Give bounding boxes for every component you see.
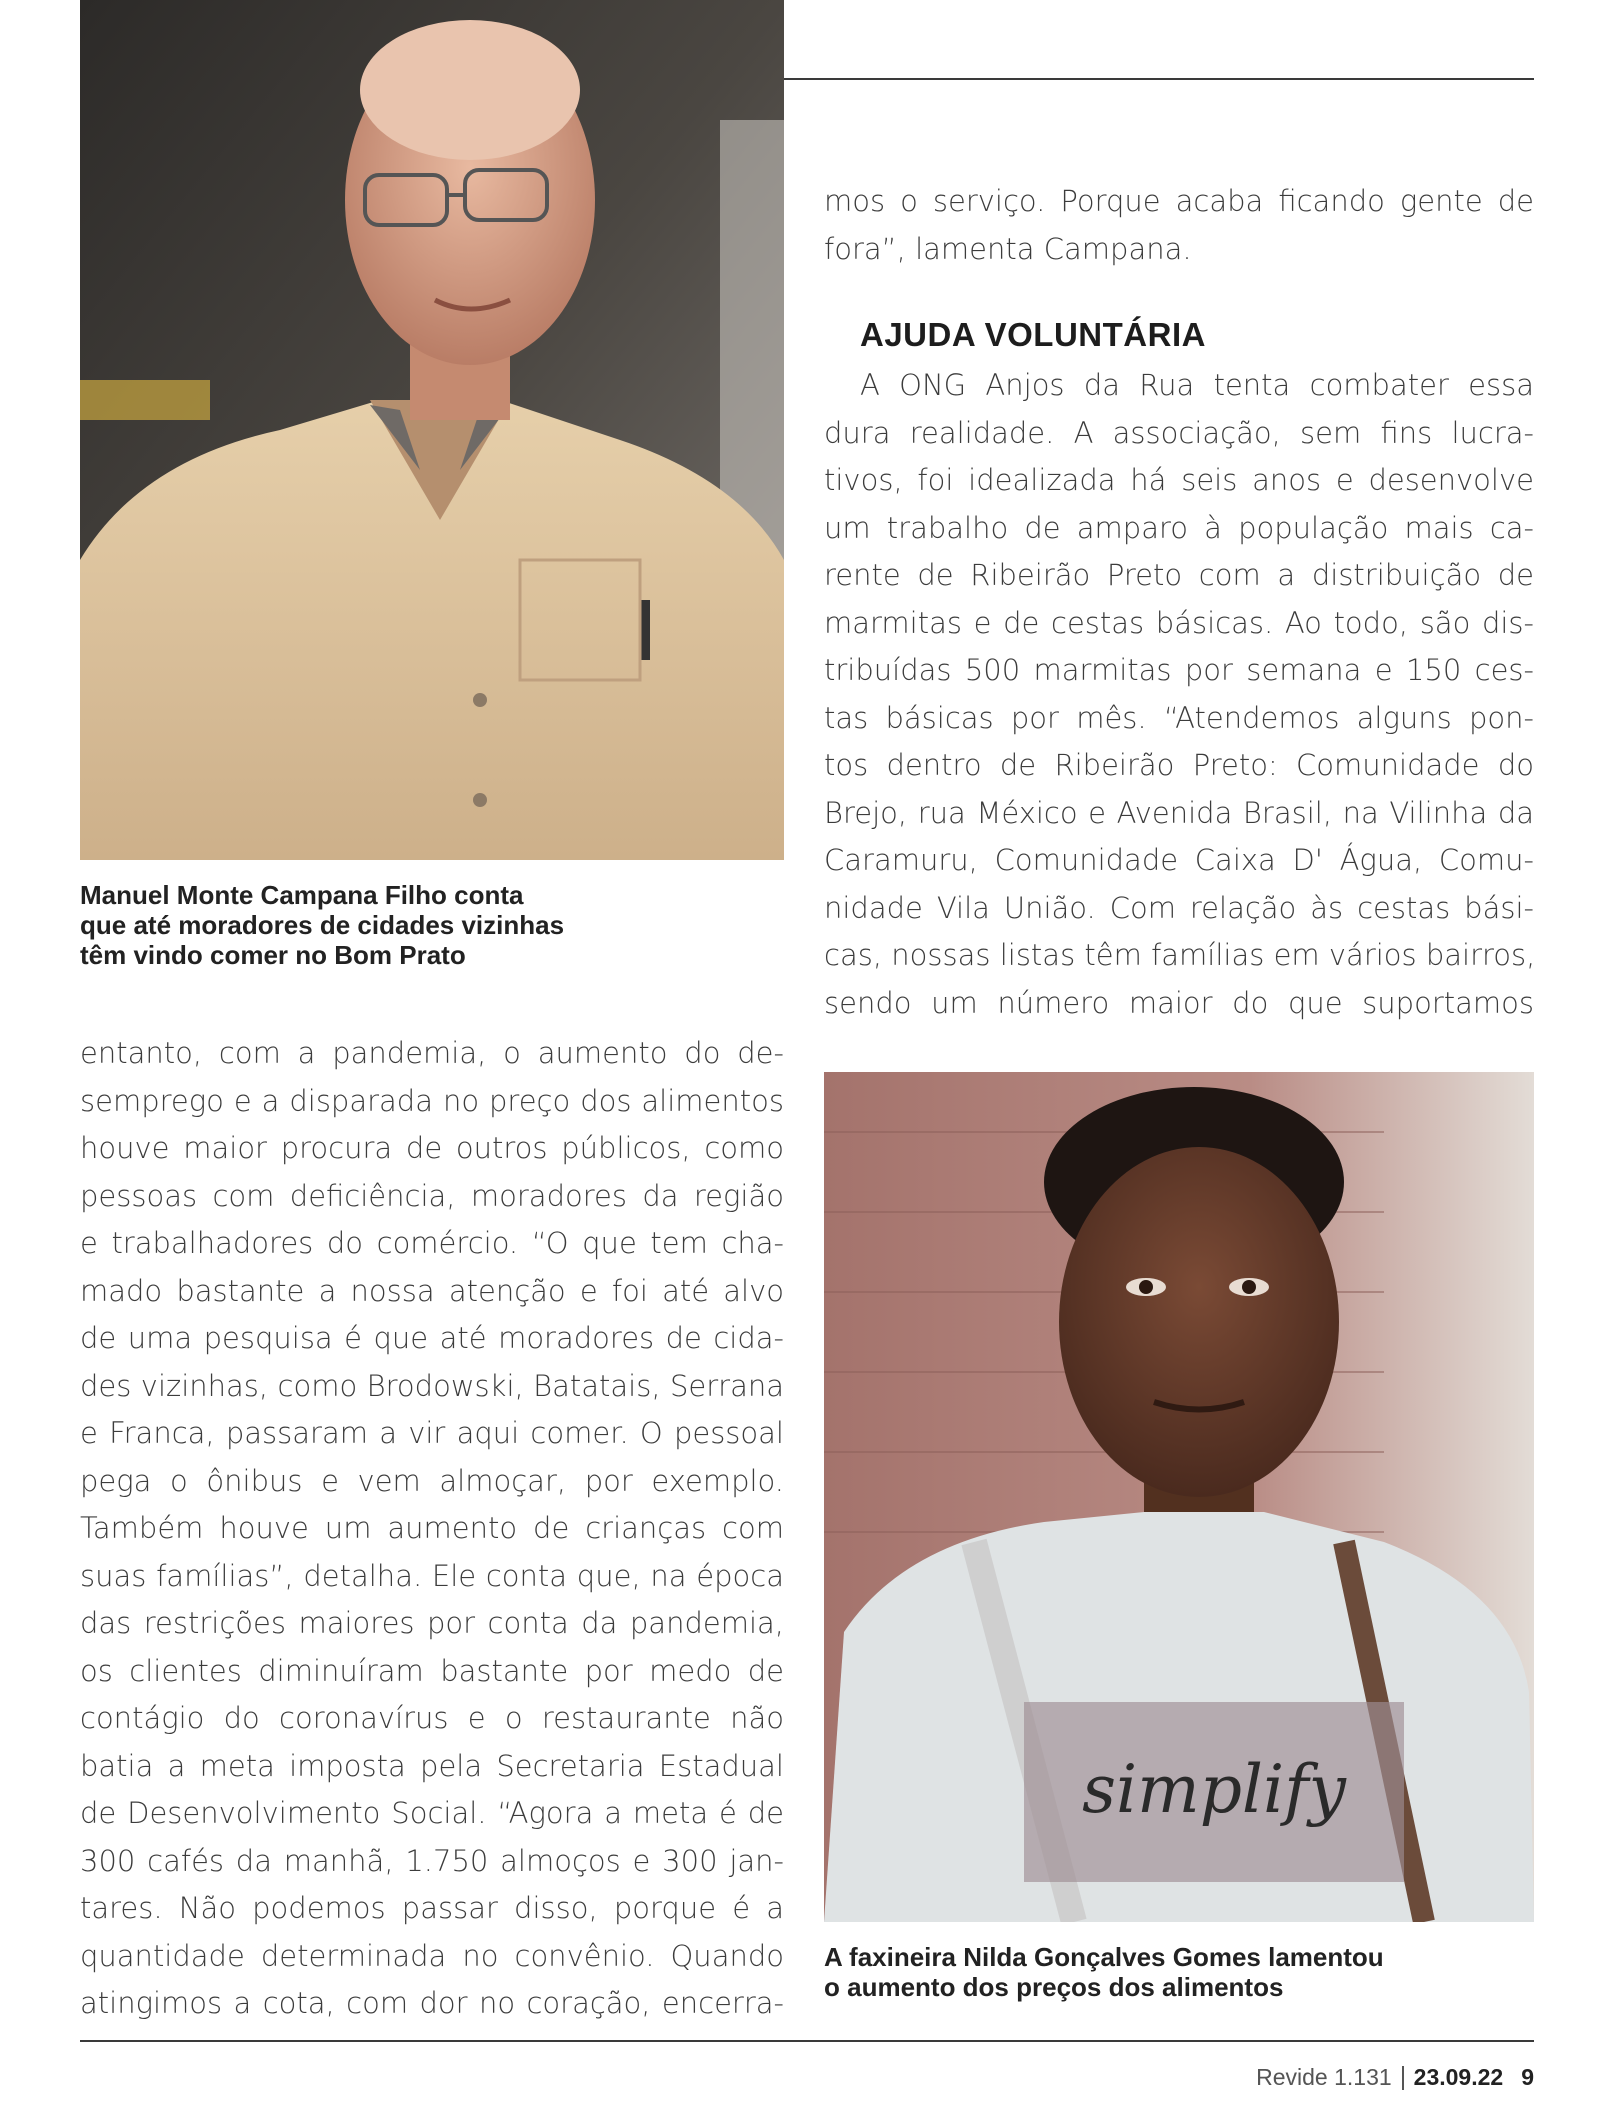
- article-line: e Franca, passaram a vir aqui comer. O pessoal: [80, 1416, 784, 1450]
- article-line: pega o ônibus e vem almoçar, por exemplo.: [80, 1463, 784, 1498]
- article-line: Também houve um aumento de crianças com: [80, 1511, 784, 1545]
- article-column-right-top: [824, 178, 1534, 273]
- photo-manuel-campana: [80, 0, 784, 860]
- bottom-divider: [80, 2040, 1534, 2042]
- shirt-print-text: simplify: [1082, 1751, 1346, 1828]
- article-line: das restrições maiores por conta da pandemia,: [80, 1606, 784, 1640]
- article-line: suas famílias”, detalha. Ele conta que, na época: [80, 1558, 784, 1593]
- article-line: rente de Ribeirão Preto com a distribuição de: [824, 558, 1534, 592]
- article-line: batia a meta imposta pela Secretaria Estadual: [80, 1748, 784, 1783]
- article-line: cas, nossas listas têm famílias em vários bairros,: [824, 938, 1536, 972]
- article-line: tares. Não podemos passar disso, porque é a: [80, 1891, 784, 1925]
- top-divider: [784, 78, 1534, 80]
- caption-line: A faxineira Nilda Gonçalves Gomes lamentou: [824, 1942, 1384, 1972]
- article-column-left: [80, 1030, 784, 2028]
- article-line: sendo um número maior do que suportamos: [824, 985, 1534, 1020]
- photo-nilda-gomes-image: [824, 1072, 1534, 1922]
- article-column-right-body: [824, 362, 1534, 1027]
- photo-manuel-campana-image: [80, 0, 784, 860]
- article-line: os clientes diminuíram bastante por medo de: [80, 1653, 784, 1688]
- caption-line: o aumento dos preços dos alimentos: [824, 1972, 1284, 2002]
- article-line: 300 cafés da manhã, 1.750 almoços e 300 jan-: [80, 1843, 784, 1878]
- article-line: nidade Vila União. Com relação às cestas bási-: [824, 890, 1534, 925]
- article-line: quantidade determinada no convênio. Quando: [80, 1938, 784, 1973]
- article-line: pessoas com deficiência, moradores da região: [80, 1178, 784, 1213]
- publication-issue: Revide 1.131: [1256, 2064, 1392, 2090]
- article-line: tribuídas 500 marmitas por semana e 150 ces-: [824, 653, 1534, 687]
- article-line: des vizinhas, como Brodowski, Batatais, Serrana: [80, 1368, 784, 1403]
- photo-nilda-gomes: [824, 1072, 1534, 1922]
- article-line: marmitas e de cestas básicas. Ao todo, são dis-: [824, 605, 1534, 640]
- article-line: um trabalho de amparo à população mais ca-: [824, 510, 1534, 545]
- article-line: e trabalhadores do comércio. “O que tem cha-: [80, 1226, 784, 1260]
- article-line: A ONG Anjos da Rua tenta combater essa: [860, 368, 1534, 402]
- photo-caption-manuel: [80, 880, 680, 970]
- article-line: de uma pesquisa é que até moradores de cida-: [80, 1321, 784, 1355]
- article-line: semprego e a disparada no preço dos alimentos: [80, 1083, 784, 1118]
- article-line: entanto, com a pandemia, o aumento do de-: [80, 1036, 784, 1070]
- page-footer: [1256, 2064, 1534, 2091]
- article-line: tos dentro de Ribeirão Preto: Comunidade do: [824, 748, 1534, 782]
- article-line: Caramuru, Comunidade Caixa D' Água, Comu-: [824, 843, 1534, 877]
- article-line: houve maior procura de outros públicos, como: [80, 1131, 784, 1165]
- page-number: 9: [1521, 2064, 1534, 2090]
- photo-caption-nilda: [824, 1942, 1534, 2002]
- article-line: dura realidade. A associação, sem fins lucra-: [824, 415, 1534, 450]
- article-line: tivos, foi idealizada há seis anos e desenvolve: [824, 463, 1534, 497]
- issue-date: 23.09.22: [1413, 2064, 1504, 2090]
- article-line: tas básicas por mês. “Atendemos alguns pon-: [824, 700, 1534, 735]
- caption-line: têm vindo comer no Bom Prato: [80, 940, 466, 970]
- article-line: de Desenvolvimento Social. “Agora a meta é de: [80, 1796, 784, 1830]
- article-line: fora”, lamenta Campana.: [824, 231, 1192, 266]
- article-line: mado bastante a nossa atenção e foi até alvo: [80, 1273, 784, 1308]
- article-line: Brejo, rua México e Avenida Brasil, na Vilinha da: [824, 795, 1534, 830]
- caption-line: que até moradores de cidades vizinhas: [80, 910, 565, 940]
- footer-separator: [1402, 2066, 1404, 2090]
- article-line: contágio do coronavírus e o restaurante não: [80, 1701, 784, 1735]
- caption-line: Manuel Monte Campana Filho conta: [80, 880, 524, 910]
- section-heading: AJUDA VOLUNTÁRIA: [860, 316, 1206, 353]
- article-line: atingimos a cota, com dor no coração, encerra-: [80, 1986, 784, 2020]
- article-line: mos o serviço. Porque acaba ficando gente de: [824, 184, 1534, 218]
